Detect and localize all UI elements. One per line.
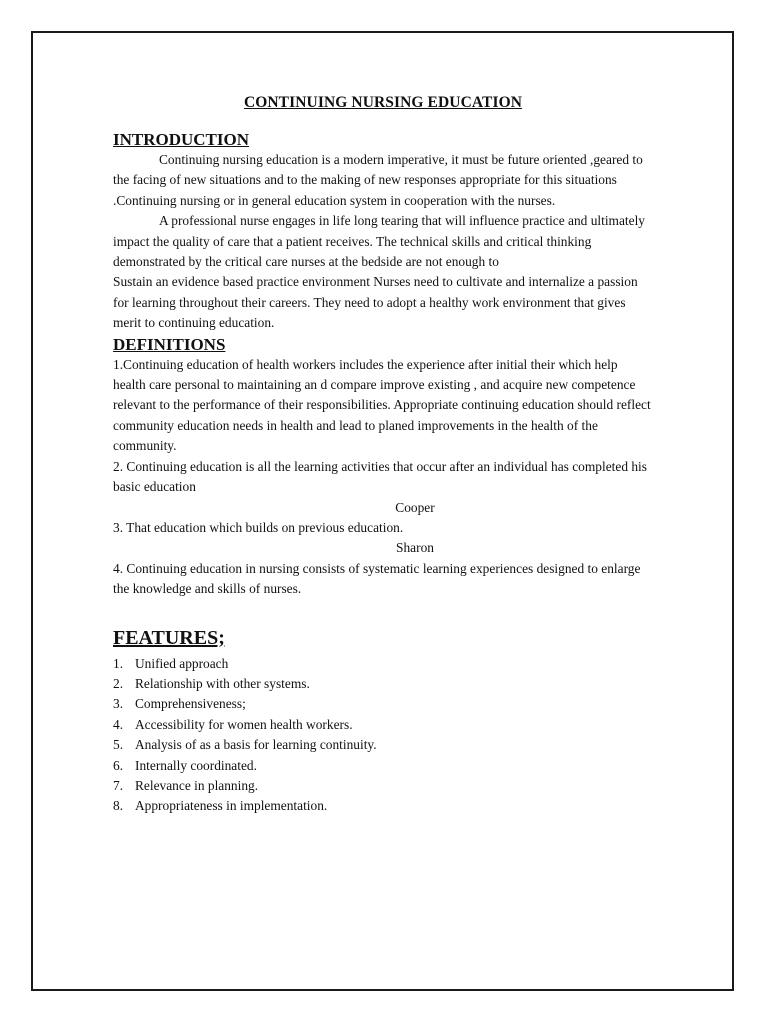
list-item-text: Comprehensiveness; <box>135 696 246 712</box>
section-spacer <box>113 600 653 626</box>
list-item <box>113 674 653 694</box>
list-item-number: 8. <box>113 798 124 814</box>
list-item <box>113 715 653 735</box>
features-heading: FEATURES; <box>113 626 225 649</box>
definition-4: 4. Continuing education in nursing consists of systematic learning experiences designed to enlarge the knowledge and skills of nurses. <box>113 560 641 597</box>
list-item <box>113 654 653 674</box>
definition-2: 2. Continuing education is all the learning activities that occur after an individual has completed his basic education <box>113 458 647 495</box>
list-item <box>113 776 653 796</box>
list-item <box>113 694 653 714</box>
list-item-text: Appropriateness in implementation. <box>135 798 328 814</box>
list-item-text: Analysis of as a basis for learning continuity. <box>135 737 377 753</box>
features-list <box>113 654 653 817</box>
definition-3-attribution: Sharon <box>396 540 434 556</box>
list-item-number: 5. <box>113 737 124 753</box>
definition-2-attribution: Cooper <box>395 499 435 515</box>
list-item-number: 3. <box>113 696 124 712</box>
definition-3: 3. That education which builds on previous education. <box>113 519 404 535</box>
list-item-text: Relationship with other systems. <box>135 675 310 691</box>
list-item-text: Unified approach <box>135 655 229 671</box>
intro-paragraph-2: A professional nurse engages in life long tearing that will influence practice and ultimately impact the quality of care that a patient receives. The technical skills and critical thinking demonstrated by the critical care nurses at the bedside are not enough to <box>113 213 645 270</box>
intro-paragraph-1: Continuing nursing education is a modern imperative, it must be future oriented ,geared to the facing of new situations and to the making of new responses appropriate for this situations .Continuing nursing or in general education system in cooperation with the nurses. <box>113 152 643 208</box>
list-item <box>113 735 653 755</box>
definition-1: 1.Continuing education of health workers includes the experience after initial their which help health care personal to maintaining an d compare improve existing , and acquire new competence relevant to the performance of their responsibilities. Appropriate continuing education should reflect community education needs in health and lead to planed improvements in the health of the community. <box>113 356 651 454</box>
introduction-heading: INTRODUCTION <box>113 130 250 149</box>
list-item <box>113 796 653 816</box>
list-item-number: 6. <box>113 757 124 773</box>
list-item-text: Internally coordinated. <box>135 757 257 773</box>
definitions-heading: DEFINITIONS <box>113 334 226 354</box>
intro-paragraph-3: Sustain an evidence based practice environment Nurses need to cultivate and internalize a passion for learning throughout their careers. They need to adopt a healthy work environment that gives merit to continuing education. <box>113 274 638 331</box>
list-item-text: Accessibility for women health workers. <box>135 716 353 732</box>
list-item-number: 1. <box>113 655 124 671</box>
document-title: CONTINUING NURSING EDUCATION <box>243 94 523 111</box>
list-item-number: 4. <box>113 716 124 732</box>
list-item <box>113 756 653 776</box>
list-item-number: 7. <box>113 777 124 793</box>
list-item-text: Relevance in planning. <box>135 777 259 793</box>
document-body <box>113 92 653 817</box>
list-item-number: 2. <box>113 675 124 691</box>
